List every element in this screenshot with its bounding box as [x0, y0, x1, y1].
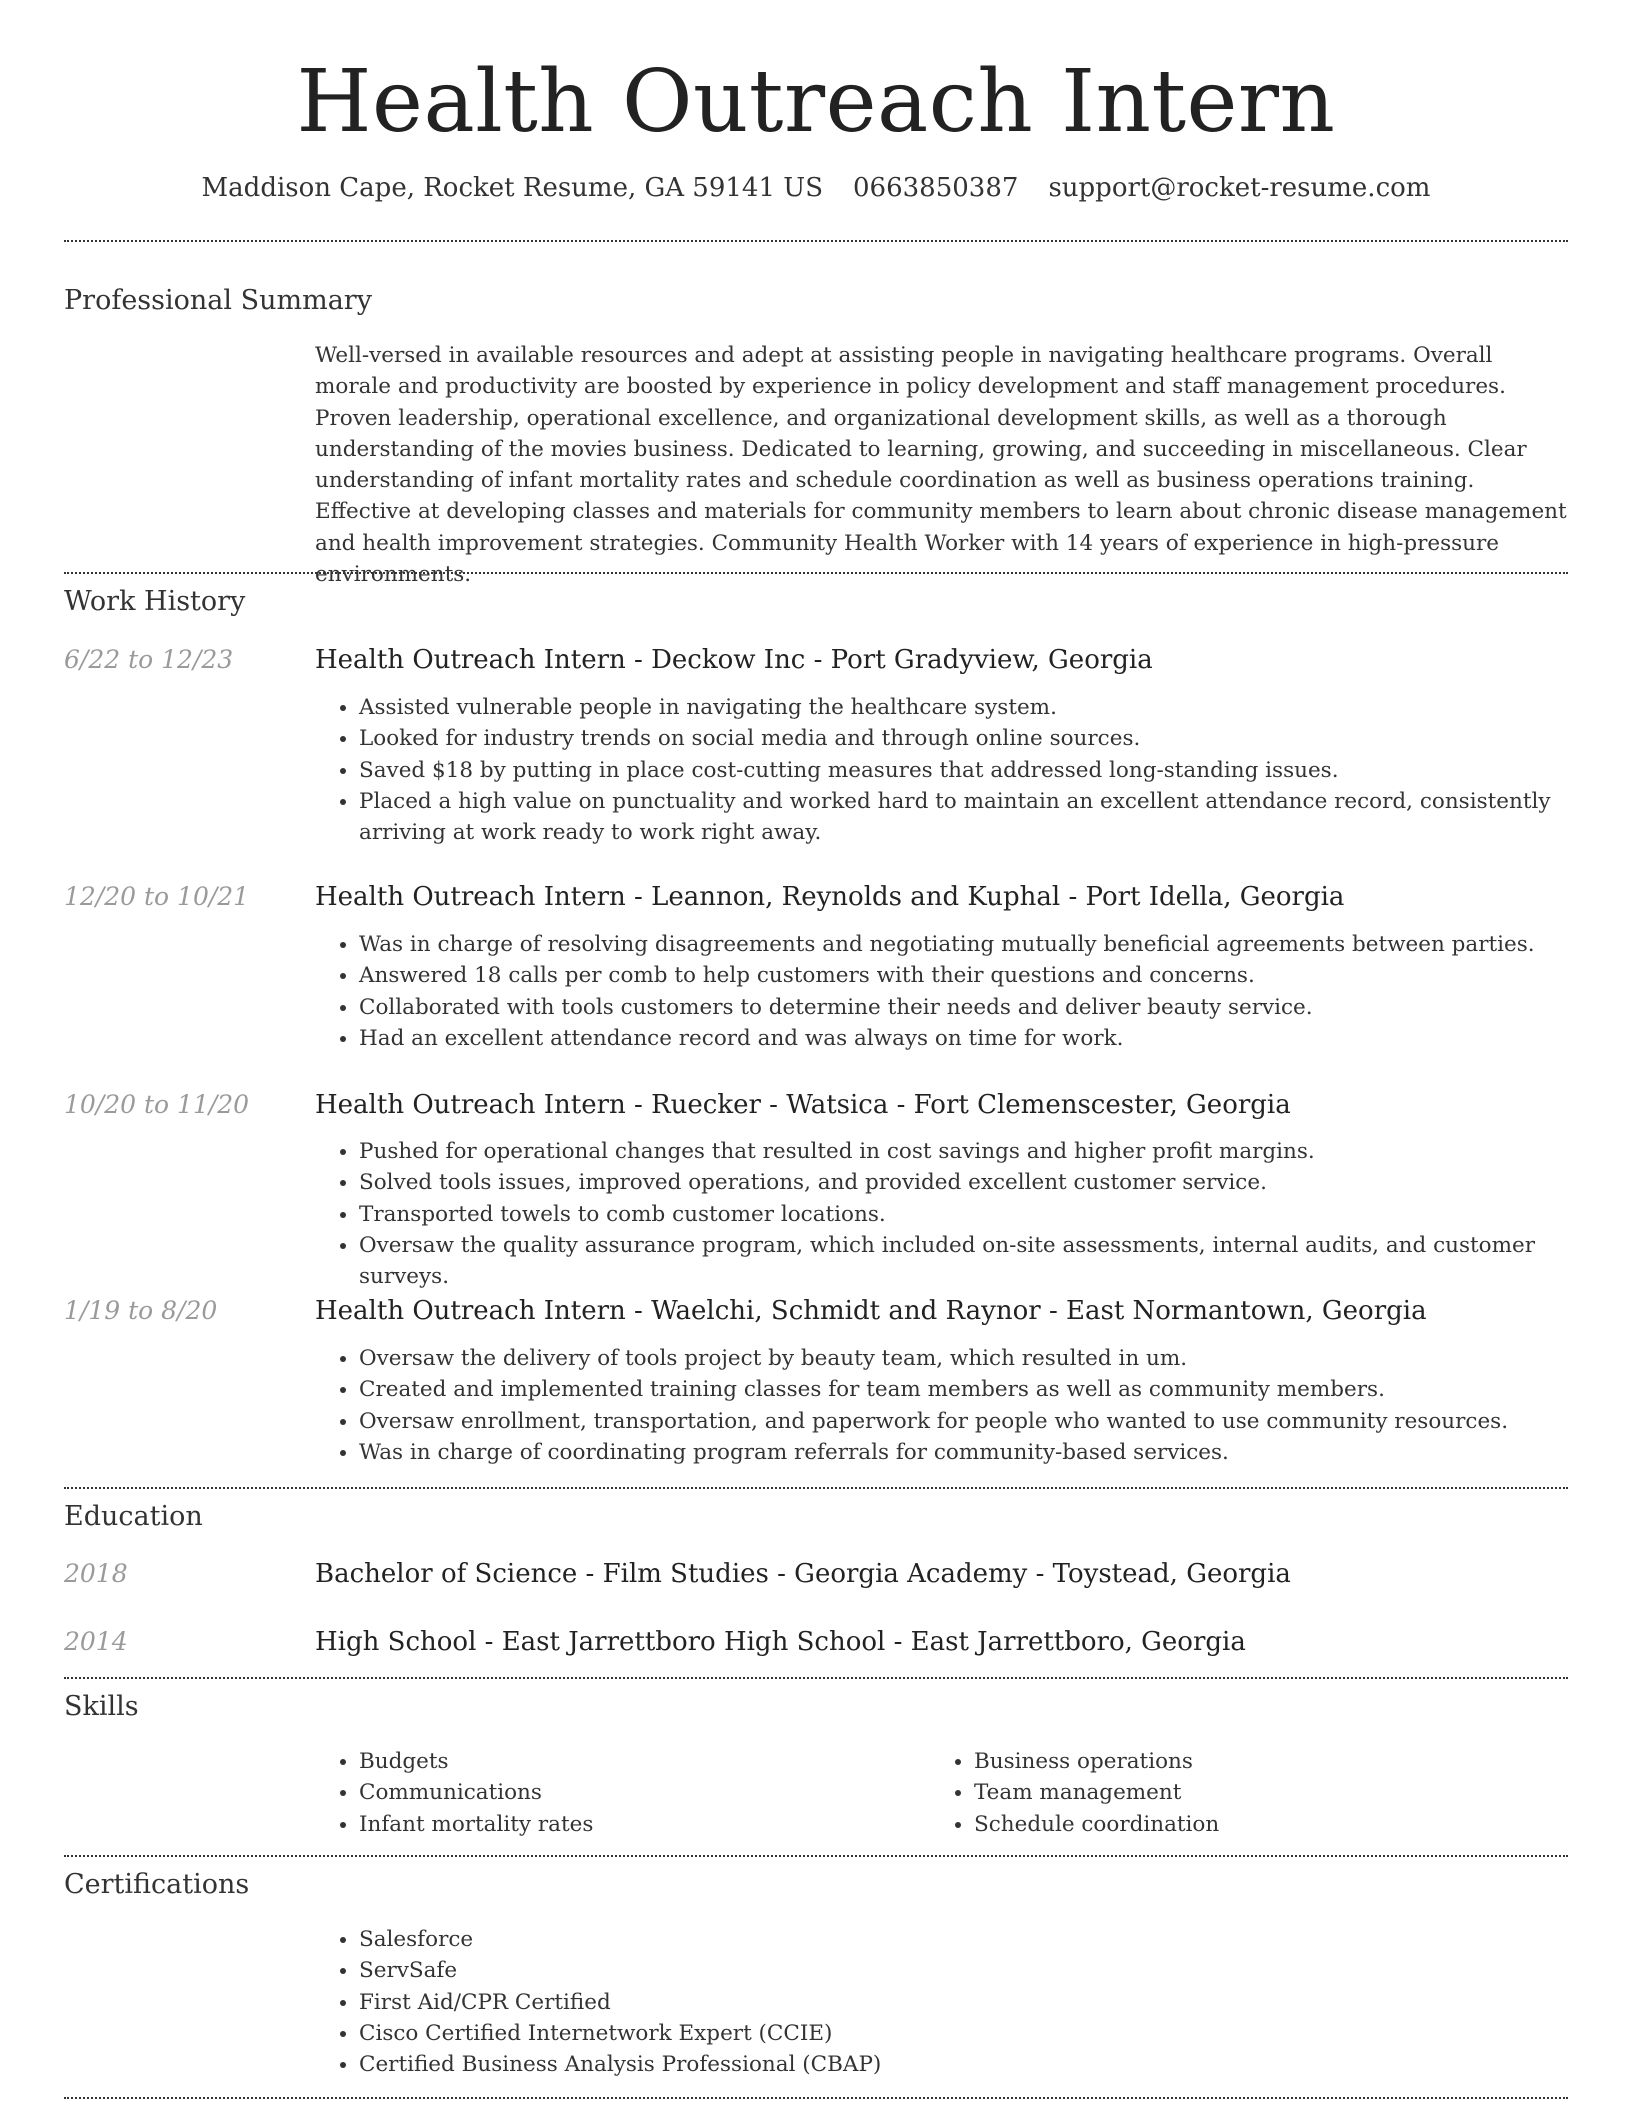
contact-email: support@rocket-resume.com — [1048, 173, 1431, 203]
education-title: High School - East Jarrettboro High School - East Jarrettboro, Georgia — [315, 1627, 1246, 1657]
list-item: • Had an excellent attendance record and was always on time for work. — [359, 1023, 1568, 1054]
section-title-work: Work History — [64, 586, 246, 617]
list-item: • Oversaw the quality assurance program, which included on-site assessments, internal audits, and customer surveys. — [359, 1230, 1568, 1293]
list-item: • Pushed for operational changes that resulted in cost savings and higher profit margins. — [359, 1136, 1568, 1167]
list-item: • Oversaw enrollment, transportation, and paperwork for people who wanted to use community resources. — [359, 1406, 1568, 1437]
section-title-education: Education — [64, 1501, 203, 1532]
contact-line — [0, 172, 1632, 204]
list-item: • Schedule coordination — [974, 1809, 1568, 1840]
section-divider — [64, 240, 1568, 242]
list-item: • Answered 18 calls per comb to help customers with their questions and concerns. — [359, 960, 1568, 991]
job-dates: 12/20 to 10/21 — [64, 882, 250, 911]
job-title: Health Outreach Intern - Deckow Inc - Port Gradyview, Georgia — [315, 645, 1153, 675]
summary-text: Well-versed in available resources and adept at assisting people in navigating healthcare programs. Overall morale and productivity are boosted by experience in policy development and staff management procedures. Proven leadership, operational excellence, and organizational development skills, as well as a thorough understanding of the movies business. Dedicated to learning, growing, and succeeding in miscellaneous. Clear understanding of infant mortality rates and schedule coordination as well as business operations training. Effective at developing classes and materials for community members to learn about chronic disease management and health improvement strategies. Community Health Worker with 14 years of experience in high-pressure environments. — [315, 343, 1567, 588]
job-dates: 6/22 to 12/23 — [64, 645, 234, 674]
list-item: • Placed a high value on punctuality and worked hard to maintain an excellent attendance record, consistently arriving at work ready to work right away. — [359, 786, 1568, 849]
skills-list-left — [315, 1746, 932, 1840]
section-divider — [64, 1855, 1568, 1857]
certifications-list — [315, 1924, 1568, 2080]
list-item: • Certified Business Analysis Professional (CBAP) — [359, 2049, 1568, 2080]
job-bullets — [315, 1343, 1568, 1468]
section-divider — [64, 572, 1568, 574]
job-dates: 10/20 to 11/20 — [64, 1090, 250, 1119]
list-item: • Budgets — [359, 1746, 932, 1777]
list-item: • Infant mortality rates — [359, 1809, 932, 1840]
skills-list-right — [930, 1746, 1568, 1840]
education-year: 2014 — [64, 1627, 128, 1656]
section-title-certifications: Certifications — [64, 1869, 250, 1900]
section-title-skills: Skills — [64, 1691, 139, 1722]
job-dates: 1/19 to 8/20 — [64, 1296, 218, 1325]
list-item: • Looked for industry trends on social media and through online sources. — [359, 723, 1568, 754]
job-bullets — [315, 1136, 1568, 1292]
job-bullets — [315, 929, 1568, 1054]
list-item: • Business operations — [974, 1746, 1568, 1777]
list-item: • Assisted vulnerable people in navigating the healthcare system. — [359, 692, 1568, 723]
candidate-name: Health Outreach Intern — [296, 52, 1336, 152]
job-title: Health Outreach Intern - Waelchi, Schmidt and Raynor - East Normantown, Georgia — [315, 1296, 1427, 1326]
list-item: • Was in charge of coordinating program referrals for community-based services. — [359, 1437, 1568, 1468]
list-item: • Cisco Certified Internetwork Expert (CCIE) — [359, 2018, 1568, 2049]
contact-phone: 0663850387 — [853, 173, 1019, 203]
list-item: • Was in charge of resolving disagreements and negotiating mutually beneficial agreements between parties. — [359, 929, 1568, 960]
list-item: • First Aid/CPR Certified — [359, 1987, 1568, 2018]
education-title: Bachelor of Science - Film Studies - Georgia Academy - Toystead, Georgia — [315, 1559, 1291, 1589]
list-item: • ServSafe — [359, 1955, 1568, 1986]
job-title: Health Outreach Intern - Ruecker - Watsica - Fort Clemenscester, Georgia — [315, 1090, 1291, 1120]
section-divider — [64, 1487, 1568, 1489]
list-item: • Salesforce — [359, 1924, 1568, 1955]
list-item: • Transported towels to comb customer locations. — [359, 1199, 1568, 1230]
section-title-summary: Professional Summary — [64, 285, 372, 316]
section-divider — [64, 2097, 1568, 2099]
section-divider — [64, 1677, 1568, 1679]
list-item: • Created and implemented training classes for team members as well as community members. — [359, 1374, 1568, 1405]
list-item: • Solved tools issues, improved operations, and provided excellent customer service. — [359, 1167, 1568, 1198]
list-item: • Team management — [974, 1777, 1568, 1808]
list-item: • Saved $18 by putting in place cost-cutting measures that addressed long-standing issues. — [359, 755, 1568, 786]
contact-address: Maddison Cape, Rocket Resume, GA 59141 US — [201, 173, 824, 203]
job-bullets — [315, 692, 1568, 848]
list-item: • Communications — [359, 1777, 932, 1808]
education-year: 2018 — [64, 1559, 128, 1588]
list-item: • Oversaw the delivery of tools project by beauty team, which resulted in um. — [359, 1343, 1568, 1374]
job-title: Health Outreach Intern - Leannon, Reynolds and Kuphal - Port Idella, Georgia — [315, 882, 1345, 912]
list-item: • Collaborated with tools customers to determine their needs and deliver beauty service. — [359, 992, 1568, 1023]
